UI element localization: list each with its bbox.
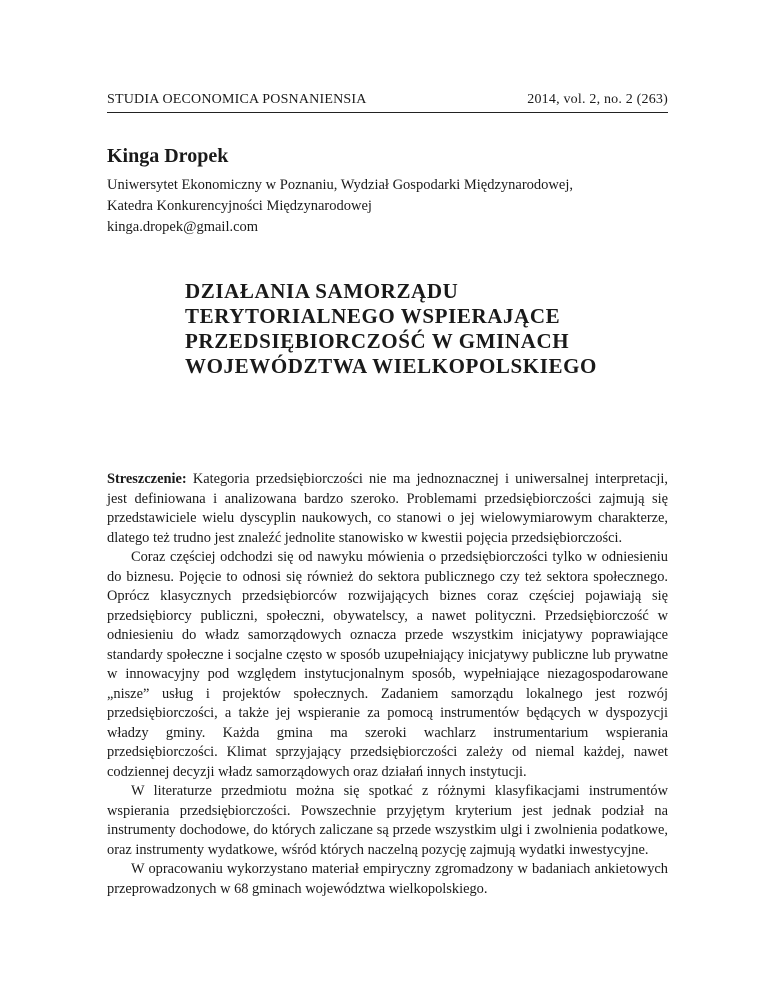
abstract-paragraph: W opracowaniu wykorzystano materiał empiryczny zgromadzony w badaniach ankietowych przeprowadzonych w 68 gminach województwa wielkopolskiego. — [107, 861, 668, 897]
title-line: PRZEDSIĘBIORCZOŚĆ W GMINACH — [185, 329, 570, 353]
running-header — [107, 92, 668, 108]
abstract-paragraph: W literaturze przedmiotu można się spotkać z różnymi klasyfikacjami instrumentów wspierania przedsiębiorczości. Powszechnie przyjętym kryterium jest jednak podział na instrumenty dochodowe, do których zaliczane są przede wszystkim ulgi i zwolnienia podatkowe, oraz instrumenty wydatkowe, wśród których naczelną pozycję zajmują wydatki inwestycyjne. — [107, 783, 668, 858]
affiliation-line: Katedra Konkurencyjności Międzynarodowej — [107, 198, 372, 214]
issue-info: 2014, vol. 2, no. 2 (263) — [527, 92, 668, 107]
author-name: Kinga Dropek — [107, 145, 229, 167]
author-affiliation — [107, 175, 573, 238]
title-line: DZIAŁANIA SAMORZĄDU — [185, 279, 459, 303]
abstract — [107, 470, 668, 899]
author-email: kinga.dropek@gmail.com — [107, 219, 259, 235]
abstract-label: Streszczenie: — [107, 471, 187, 487]
title-line: WOJEWÓDZTWA WIELKOPOLSKIEGO — [185, 354, 597, 378]
abstract-paragraph — [107, 470, 668, 548]
journal-name: STUDIA OECONOMICA POSNANIENSIA — [107, 92, 367, 107]
abstract-paragraph: Coraz częściej odchodzi się od nawyku mówienia o przedsiębiorczości tylko w odniesieniu do biznesu. Pojęcie to odnosi się również do sektora publicznego czy też sektora społecznego. Oprócz klasycznych przedsiębiorców rozwijających biznes coraz częściej pojawiają się przedsiębiorcy publiczni, społeczni, obywatelscy, a nawet polityczni. Przedsiębiorczość w odniesieniu do władz samorządowych oznacza przede wszystkim inicjatywy poprawiające standardy społeczne i socjalne często w sposób uzupełniający inicjatywy publiczne lub prywatne w innowacyjny pod względem instytucjonalnym sposób, wypełniające niezagospodarowane „nisze” usług i projektów społecznych. Zadaniem samorządu lokalnego jest rozwój przedsiębiorczości, a także jej wspieranie za pomocą instrumentów będących w dyspozycji władzy gminy. Każda gmina ma szeroki wachlarz instrumentarium wspierania przedsiębiorczości. Klimat sprzyjający przedsiębiorczości zależy od niemal każdej, nawet codziennej decyzji władz samorządowych oraz działań innych instytucji. — [107, 549, 668, 780]
article-title — [185, 279, 597, 379]
affiliation-line: Uniwersytet Ekonomiczny w Poznaniu, Wydział Gospodarki Międzynarodowej, — [107, 177, 573, 193]
title-line: TERYTORIALNEGO WSPIERAJĄCE — [185, 304, 561, 328]
abstract-text: Kategoria przedsiębiorczości nie ma jednoznacznej i uniwersalnej interpretacji, jest definiowana i analizowana bardzo szeroko. Problemami przedsiębiorczości zajmują się przedstawiciele wielu dyscyplin naukowych, co stanowi o jej wielowymiarowym charakterze, dlatego też trudno jest znaleźć jednolite stanowisko w kwestii pojęcia przedsiębiorczości. — [107, 471, 668, 546]
header-rule — [107, 112, 668, 113]
